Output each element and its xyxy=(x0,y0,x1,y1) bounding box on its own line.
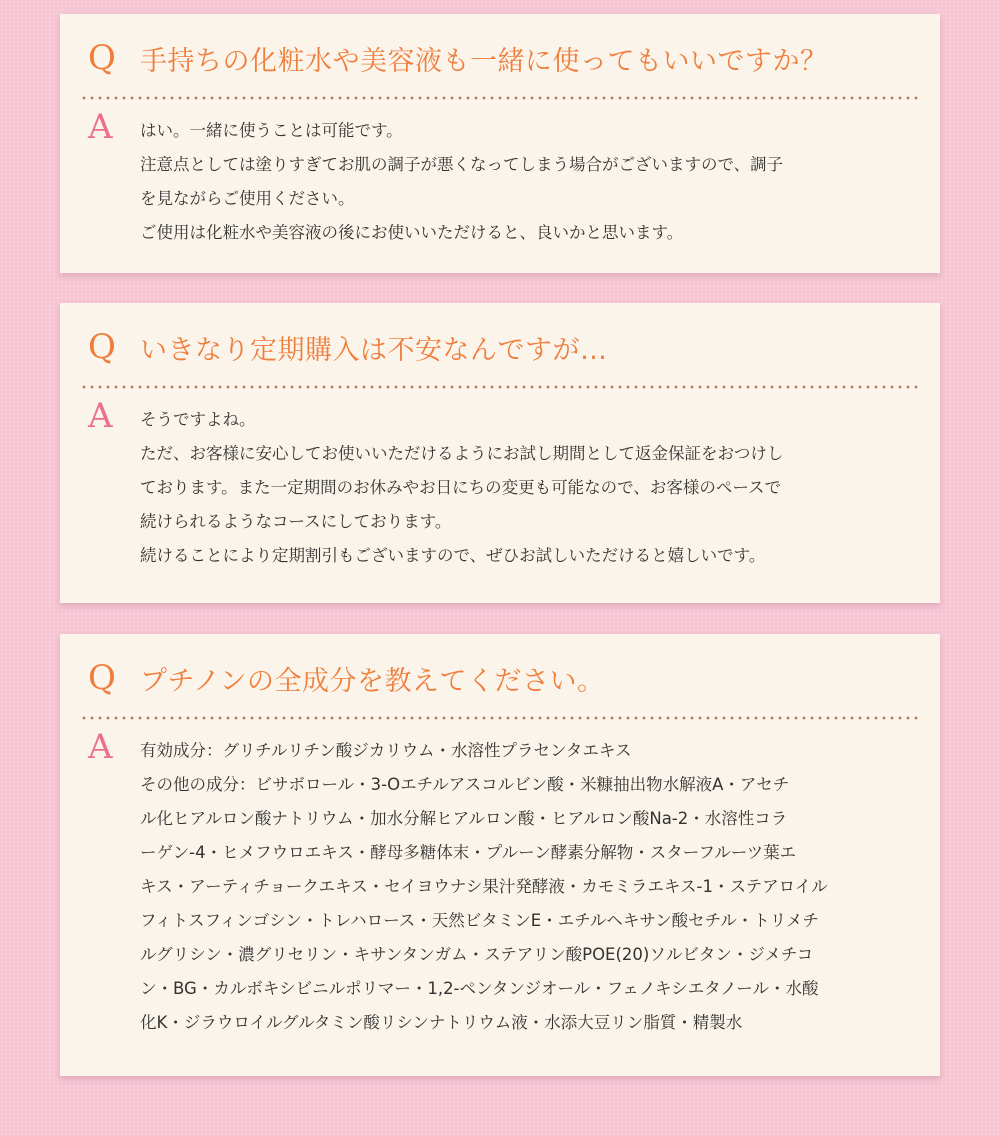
answer-mark: A xyxy=(88,727,113,767)
answer-line: キス・アーティチョークエキス・セイヨウナシ果汁発酵液・カモミラエキス-1・ステアロイル xyxy=(140,877,828,896)
answer-text xyxy=(140,114,912,250)
faq-card-3 xyxy=(60,634,940,1076)
answer-text xyxy=(140,734,912,1040)
answer-text xyxy=(140,403,912,573)
question-text: プチノンの全成分を教えてください。 xyxy=(140,665,605,697)
answer-row xyxy=(88,100,912,250)
question-text: 手持ちの化粧水や美容液も一緒に使ってもいいですか？ xyxy=(140,45,828,77)
answer-line: フィトスフィンゴシン・トレハロース・天然ビタミンE・エチルヘキサン酸セチル・トリメチ xyxy=(140,911,819,930)
faq-card-1 xyxy=(60,14,940,273)
answer-line: 化K・ジラウロイルグルタミン酸リシンナトリウム液・水添大豆リン脂質・精製水 xyxy=(140,1013,743,1032)
answer-line: ーゲン-4・ヒメフウロエキス・酵母多糖体末・プルーン酵素分解物・スターフルーツ葉エ xyxy=(140,843,797,862)
question-mark: Q xyxy=(88,38,116,78)
question-row xyxy=(88,14,912,96)
answer-line: ただ、お客様に安心してお使いいただけるようにお試し期間として返金保証をおつけし xyxy=(140,444,784,463)
question-text: いきなり定期購入は不安なんですが… xyxy=(140,334,608,366)
answer-line: ン・BG・カルボキシビニルポリマー・1,2-ペンタンジオール・フェノキシエタノール・水酸 xyxy=(140,979,819,998)
answer-line: 有効成分：グリチルリチン酸ジカリウム・水溶性プラセンタエキス xyxy=(140,741,632,760)
answer-line: はい。一緒に使うことは可能です。 xyxy=(140,121,403,140)
question-row xyxy=(88,634,912,716)
answer-line: ております。また一定期間のお休みやお日にちの変更も可能なので、お客様のペースで xyxy=(140,478,782,497)
answer-row xyxy=(88,389,912,573)
answer-line: ご使用は化粧水や美容液の後にお使いいただけると、良いかと思います。 xyxy=(140,223,684,242)
answer-line: 注意点としては塗りすぎてお肌の調子が悪くなってしまう場合がございますので、調子 xyxy=(140,155,784,174)
answer-mark: A xyxy=(88,107,113,147)
question-mark: Q xyxy=(88,658,116,698)
answer-line: ルグリシン・濃グリセリン・キサンタンガム・ステアリン酸POE(20)ソルビタン・ジメチコ xyxy=(140,945,814,964)
answer-line: ル化ヒアルロン酸ナトリウム・加水分解ヒアルロン酸・ヒアルロン酸Na-2・水溶性コラ xyxy=(140,809,788,828)
answer-line: 続けられるようなコースにしております。 xyxy=(140,512,452,531)
answer-row xyxy=(88,720,912,1040)
faq-card-2 xyxy=(60,303,940,603)
answer-line: その他の成分：ビサボロール・3-Oエチルアスコルビン酸・米糠抽出物水解液A・アセチ xyxy=(140,775,790,794)
answer-line: そうですよね。 xyxy=(140,410,256,429)
question-row xyxy=(88,303,912,385)
answer-mark: A xyxy=(88,396,113,436)
answer-line: を見ながらご使用ください。 xyxy=(140,189,355,208)
question-mark: Q xyxy=(88,327,116,367)
answer-line: 続けることにより定期割引もございますので、ぜひお試しいただけると嬉しいです。 xyxy=(140,546,766,565)
